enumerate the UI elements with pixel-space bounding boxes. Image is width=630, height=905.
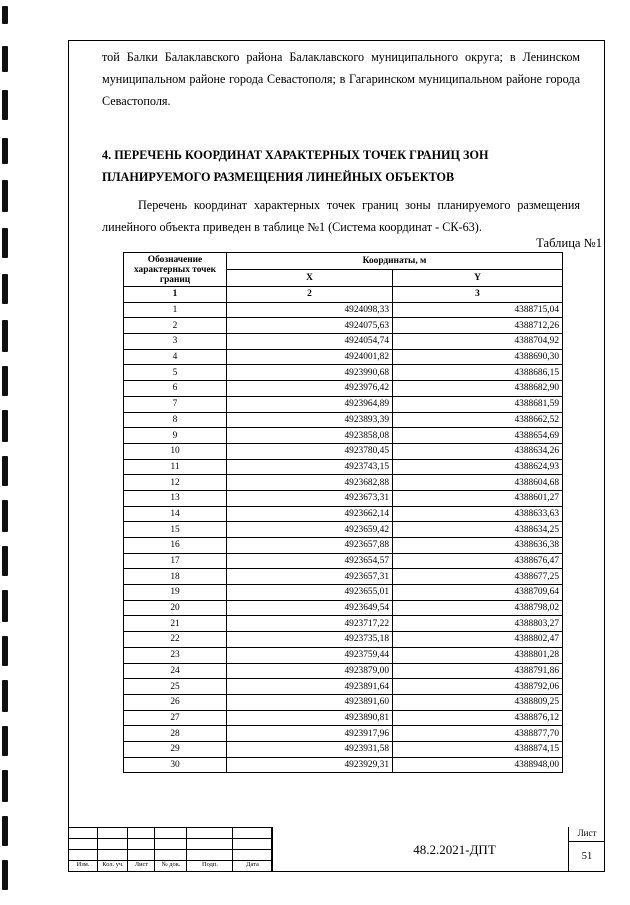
coord-x: 4923654,57 xyxy=(227,553,393,569)
point-number: 28 xyxy=(124,726,227,742)
stamp-label-signature: Подп. xyxy=(202,861,218,868)
coord-y: 4388792,06 xyxy=(393,679,563,695)
point-number: 13 xyxy=(124,490,227,506)
section-heading: 4. ПЕРЕЧЕНЬ КООРДИНАТ ХАРАКТЕРНЫХ ТОЧЕК ГРАНИЦ ЗОН ПЛАНИРУЕМОГО РАЗМЕЩЕНИЯ ЛИНЕЙНЫХ ОБЪЕКТОВ xyxy=(102,148,489,184)
coord-y: 4388798,02 xyxy=(393,600,563,616)
point-number: 27 xyxy=(124,710,227,726)
table-row xyxy=(124,726,563,742)
table-row xyxy=(124,694,563,710)
title-block xyxy=(68,827,605,872)
table-row xyxy=(124,490,563,506)
table-row xyxy=(124,710,563,726)
table-row xyxy=(124,553,563,569)
coord-y: 4388802,47 xyxy=(393,632,563,648)
coord-x: 4923976,42 xyxy=(227,381,393,397)
header-x: X xyxy=(227,270,393,287)
table-row xyxy=(124,506,563,522)
table-row xyxy=(124,632,563,648)
col-number-3: 3 xyxy=(393,287,563,303)
stamp-label-izm: Изм. xyxy=(76,861,90,868)
table-row xyxy=(124,585,563,601)
stamp-label-list: Лист xyxy=(134,861,149,868)
stamp-label-date: Дата xyxy=(246,861,259,868)
sheet-number: 51 xyxy=(581,851,593,862)
point-number: 12 xyxy=(124,475,227,491)
table-row xyxy=(124,459,563,475)
coord-y: 4388624,93 xyxy=(393,459,563,475)
table-row xyxy=(124,663,563,679)
table-row xyxy=(124,569,563,585)
coord-y: 4388690,30 xyxy=(393,349,563,365)
coord-x: 4923673,31 xyxy=(227,490,393,506)
point-number: 11 xyxy=(124,459,227,475)
point-number: 29 xyxy=(124,741,227,757)
coord-x: 4924075,63 xyxy=(227,318,393,334)
table-row xyxy=(124,302,563,318)
coord-x: 4923659,42 xyxy=(227,522,393,538)
table-row xyxy=(124,522,563,538)
coord-x: 4923759,44 xyxy=(227,647,393,663)
section-paragraph: Перечень координат характерных точек границ зоны планируемого размещения линейного объекта приведен в таблице №1 (Система координат - СК-63). xyxy=(102,198,580,234)
coord-y: 4388654,69 xyxy=(393,428,563,444)
document-code: 48.2.2021-ДПТ xyxy=(272,827,630,872)
coord-y: 4388676,47 xyxy=(393,553,563,569)
coord-x: 4924001,82 xyxy=(227,349,393,365)
col-number-2: 2 xyxy=(227,287,393,303)
coord-x: 4923649,54 xyxy=(227,600,393,616)
sheet-box xyxy=(568,827,605,872)
point-number: 18 xyxy=(124,569,227,585)
coord-y: 4388682,90 xyxy=(393,381,563,397)
coord-y: 4388874,15 xyxy=(393,741,563,757)
point-number: 9 xyxy=(124,428,227,444)
coord-x: 4923964,89 xyxy=(227,396,393,412)
point-number: 16 xyxy=(124,538,227,554)
table-row xyxy=(124,600,563,616)
table-row xyxy=(124,475,563,491)
coord-x: 4923655,01 xyxy=(227,585,393,601)
coord-y: 4388877,70 xyxy=(393,726,563,742)
coord-x: 4923879,00 xyxy=(227,663,393,679)
point-number: 3 xyxy=(124,334,227,350)
coord-x: 4923931,58 xyxy=(227,741,393,757)
coord-y: 4388803,27 xyxy=(393,616,563,632)
coord-x: 4923780,45 xyxy=(227,443,393,459)
table-row xyxy=(124,538,563,554)
coord-x: 4923858,08 xyxy=(227,428,393,444)
coord-x: 4923717,22 xyxy=(227,616,393,632)
point-number: 22 xyxy=(124,632,227,648)
point-number: 19 xyxy=(124,585,227,601)
point-number: 5 xyxy=(124,365,227,381)
coord-y: 4388601,27 xyxy=(393,490,563,506)
coord-y: 4388709,64 xyxy=(393,585,563,601)
coord-y: 4388634,25 xyxy=(393,522,563,538)
coord-y: 4388604,68 xyxy=(393,475,563,491)
point-number: 24 xyxy=(124,663,227,679)
table-row xyxy=(124,428,563,444)
header-point: Обозначение характерных точек границ xyxy=(124,253,227,287)
table-row xyxy=(124,318,563,334)
point-number: 26 xyxy=(124,694,227,710)
coord-x: 4924098,33 xyxy=(227,302,393,318)
table-caption: Таблица №1 xyxy=(536,236,602,250)
point-number: 23 xyxy=(124,647,227,663)
point-number: 10 xyxy=(124,443,227,459)
point-number: 8 xyxy=(124,412,227,428)
stamp-label-kol-uch: Кол. уч. xyxy=(102,861,124,868)
point-number: 20 xyxy=(124,600,227,616)
coord-x: 4923657,88 xyxy=(227,538,393,554)
coord-x: 4923662,14 xyxy=(227,506,393,522)
table-row xyxy=(124,757,563,773)
coord-x: 4923929,31 xyxy=(227,757,393,773)
coord-x: 4923891,64 xyxy=(227,679,393,695)
coord-y: 4388791,86 xyxy=(393,663,563,679)
col-number-1: 1 xyxy=(124,287,227,303)
coord-y: 4388704,92 xyxy=(393,334,563,350)
table-row xyxy=(124,412,563,428)
point-number: 7 xyxy=(124,396,227,412)
coord-x: 4923735,18 xyxy=(227,632,393,648)
coord-y: 4388809,25 xyxy=(393,694,563,710)
sheet-label: Лист xyxy=(577,828,597,838)
coord-x: 4923917,96 xyxy=(227,726,393,742)
table-row xyxy=(124,616,563,632)
coord-y: 4388715,04 xyxy=(393,302,563,318)
table-row xyxy=(124,443,563,459)
header-coordinates: Координаты, м xyxy=(227,253,563,270)
coord-x: 4923891,60 xyxy=(227,694,393,710)
coord-y: 4388633,63 xyxy=(393,506,563,522)
point-number: 15 xyxy=(124,522,227,538)
point-number: 30 xyxy=(124,757,227,773)
coord-y: 4388662,52 xyxy=(393,412,563,428)
coord-y: 4388876,12 xyxy=(393,710,563,726)
table-row xyxy=(124,396,563,412)
point-number: 17 xyxy=(124,553,227,569)
table-row xyxy=(124,349,563,365)
table-row xyxy=(124,381,563,397)
coord-y: 4388686,15 xyxy=(393,365,563,381)
table-row xyxy=(124,365,563,381)
coord-x: 4923893,39 xyxy=(227,412,393,428)
coord-x: 4923890,81 xyxy=(227,710,393,726)
point-number: 25 xyxy=(124,679,227,695)
table-row xyxy=(124,741,563,757)
point-number: 4 xyxy=(124,349,227,365)
point-number: 1 xyxy=(124,302,227,318)
coord-y: 4388948,00 xyxy=(393,757,563,773)
point-number: 6 xyxy=(124,381,227,397)
coord-y: 4388712,26 xyxy=(393,318,563,334)
table-row xyxy=(124,679,563,695)
coord-x: 4923657,31 xyxy=(227,569,393,585)
coord-x: 4923682,88 xyxy=(227,475,393,491)
coord-x: 4923990,68 xyxy=(227,365,393,381)
coord-y: 4388634,26 xyxy=(393,443,563,459)
table-row xyxy=(124,647,563,663)
coord-y: 4388677,25 xyxy=(393,569,563,585)
coord-y: 4388636,38 xyxy=(393,538,563,554)
point-number: 2 xyxy=(124,318,227,334)
point-number: 14 xyxy=(124,506,227,522)
coordinates-table xyxy=(123,252,563,773)
coord-x: 4923743,15 xyxy=(227,459,393,475)
intro-paragraph: той Балки Балаклавского района Балаклавского муниципального округа; в Ленинском муниципальном районе города Севастополя; в Гагаринском муниципальном районе города Севастополя. xyxy=(102,50,580,108)
table-row xyxy=(124,334,563,350)
header-y: Y xyxy=(393,270,563,287)
stamp-label-doc-number: № док. xyxy=(161,861,181,868)
binding-marks xyxy=(0,0,12,905)
point-number: 21 xyxy=(124,616,227,632)
coord-y: 4388681,59 xyxy=(393,396,563,412)
coord-y: 4388801,28 xyxy=(393,647,563,663)
coord-x: 4924054,74 xyxy=(227,334,393,350)
